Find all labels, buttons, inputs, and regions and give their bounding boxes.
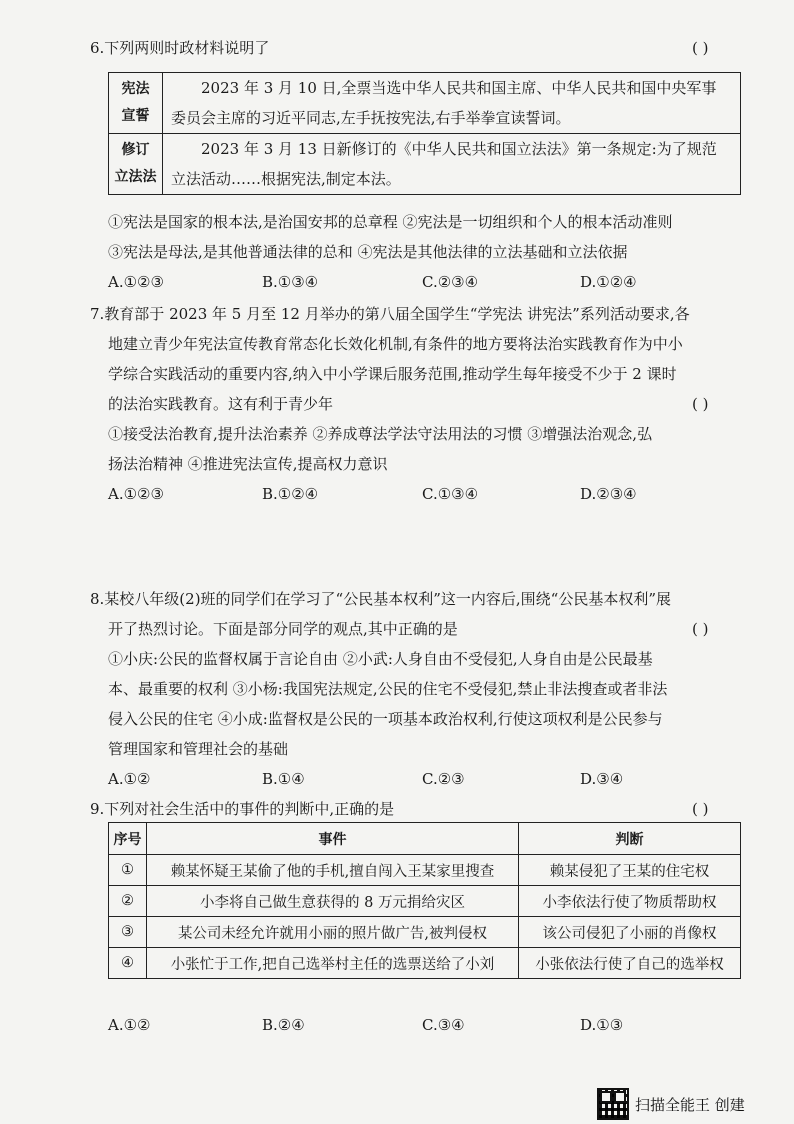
q7-option-c[interactable]: C.①③④ <box>422 485 479 503</box>
q8-statement: 侵入公民的住宅 ④小成:监督权是公民的一项基本政治权利,行使这项权利是公民参与 <box>108 710 663 728</box>
q6-answer-paren: ( ) <box>692 39 709 57</box>
q7-statement: ①接受法治教育,提升法治素养 ②养成尊法学法守法用法的习惯 ③增强法治观念,弘 <box>108 425 653 443</box>
q8-statement: 本、最重要的权利 ③小杨:我国宪法规定,公民的住宅不受侵犯,禁止非法搜查或者非法 <box>108 680 668 698</box>
q7-option-d[interactable]: D.②③④ <box>580 485 637 503</box>
table-row <box>109 917 741 948</box>
q7-stem-line: 7.教育部于 2023 年 5 月至 12 月举办的第八届全国学生“学宪法 讲宪法”系列活动要求,各 <box>90 305 690 323</box>
row-event: 小张忙于工作,把自己选举村主任的选票送给了小刘 <box>147 948 519 979</box>
row-event: 赖某怀疑王某偷了他的手机,擅自闯入王某家里搜查 <box>147 855 519 886</box>
q8-option-d[interactable]: D.③④ <box>580 770 624 788</box>
qr-code-icon <box>597 1088 629 1120</box>
row-event: 某公司未经允许就用小丽的照片做广告,被判侵权 <box>147 917 519 948</box>
q7-stem-line: 的法治实践教育。这有利于青少年 <box>108 395 334 413</box>
q9-option-d[interactable]: D.①③ <box>580 1016 624 1034</box>
q7-option-a[interactable]: A.①②③ <box>108 485 164 503</box>
q7-statement: 扬法治精神 ④推进宪法宣传,提高权力意识 <box>108 455 388 473</box>
q8-statement: 管理国家和管理社会的基础 <box>108 740 289 758</box>
table-row <box>109 886 741 917</box>
q8-option-a[interactable]: A.①② <box>108 770 151 788</box>
q7-answer-paren: ( ) <box>692 395 709 413</box>
row-judgment: 该公司侵犯了小丽的肖像权 <box>519 917 741 948</box>
q8-option-b[interactable]: B.①④ <box>262 770 305 788</box>
row-judgment: 小张依法行使了自己的选举权 <box>519 948 741 979</box>
q6-statement: ③宪法是母法,是其他普通法律的总和 ④宪法是其他法律的立法基础和立法依据 <box>108 243 628 261</box>
q6-option-d[interactable]: D.①②④ <box>580 273 637 291</box>
q9-option-a[interactable]: A.①② <box>108 1016 151 1034</box>
material-text: 2023 年 3 月 10 日,全票当选中华人民共和国主席、中华人民共和国中央军事 委员会主席的习近平同志,左手抚按宪法,右手举拳宣读誓词。 <box>163 73 741 134</box>
row-index: ③ <box>109 917 147 948</box>
row-index: ② <box>109 886 147 917</box>
table-row <box>109 948 741 979</box>
q6-option-c[interactable]: C.②③④ <box>422 273 479 291</box>
q9-event-table <box>108 822 741 979</box>
q6-option-b[interactable]: B.①③④ <box>262 273 319 291</box>
q6-statement: ①宪法是国家的根本法,是治国安邦的总章程 ②宪法是一切组织和个人的根本活动准则 <box>108 213 673 231</box>
q7-option-b[interactable]: B.①②④ <box>262 485 319 503</box>
q6-material-row <box>109 73 741 134</box>
q6-stem: 6.下列两则时政材料说明了 <box>90 39 270 57</box>
header-index: 序号 <box>109 823 147 855</box>
q8-option-c[interactable]: C.②③ <box>422 770 465 788</box>
q8-answer-paren: ( ) <box>692 620 709 638</box>
q7-stem-line: 学综合实践活动的重要内容,纳入中小学课后服务范围,推动学生每年接受不少于 2 课时 <box>108 365 677 383</box>
q8-statement: ①小庆:公民的监督权属于言论自由 ②小武:人身自由不受侵犯,人身自由是公民最基 <box>108 650 653 668</box>
q6-material-row <box>109 134 741 195</box>
scanner-watermark <box>597 1086 745 1122</box>
q8-stem-line: 开了热烈讨论。下面是部分同学的观点,其中正确的是 <box>108 620 458 638</box>
q9-answer-paren: ( ) <box>692 800 709 818</box>
header-event: 事件 <box>147 823 519 855</box>
q9-option-b[interactable]: B.②④ <box>262 1016 305 1034</box>
scanner-brand: 扫描全能王 创建 <box>635 1095 745 1114</box>
q9-option-c[interactable]: C.③④ <box>422 1016 465 1034</box>
row-judgment: 小李依法行使了物质帮助权 <box>519 886 741 917</box>
row-judgment: 赖某侵犯了王某的住宅权 <box>519 855 741 886</box>
table-header-row <box>109 823 741 855</box>
q9-stem: 9.下列对社会生活中的事件的判断中,正确的是 <box>90 800 395 818</box>
q6-material-table <box>108 72 741 195</box>
q6-option-a[interactable]: A.①②③ <box>108 273 164 291</box>
row-index: ④ <box>109 948 147 979</box>
header-judgment: 判断 <box>519 823 741 855</box>
row-index: ① <box>109 855 147 886</box>
table-row <box>109 855 741 886</box>
row-event: 小李将自己做生意获得的 8 万元捐给灾区 <box>147 886 519 917</box>
q7-stem-line: 地建立青少年宪法宣传教育常态化长效化机制,有条件的地方要将法治实践教育作为中小 <box>108 335 683 353</box>
material-label: 宪法 宣誓 <box>109 73 163 134</box>
material-text: 2023 年 3 月 13 日新修订的《中华人民共和国立法法》第一条规定:为了规范 立法活动……根据宪法,制定本法。 <box>163 134 741 195</box>
material-label: 修订 立法法 <box>109 134 163 195</box>
q8-stem-line: 8.某校八年级(2)班的同学们在学习了“公民基本权利”这一内容后,围绕“公民基本权利”展 <box>90 590 672 608</box>
